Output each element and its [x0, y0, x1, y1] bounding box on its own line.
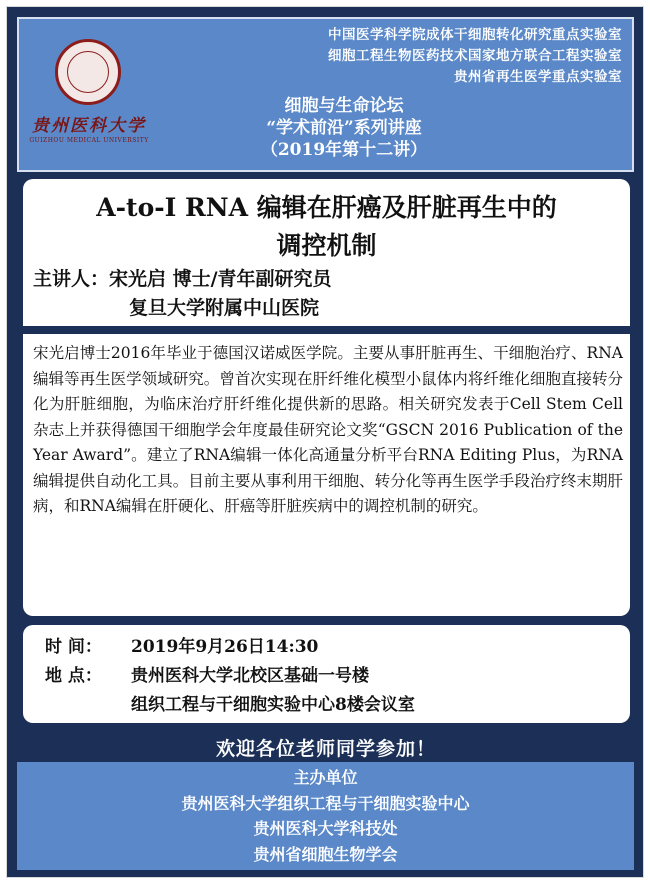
host-org: 贵州医科大学科技处: [253, 819, 398, 838]
forum-line: （2019年第十二讲）: [260, 140, 428, 160]
logo-name: 贵州医科大学: [32, 116, 146, 136]
title-line: 调控机制: [276, 231, 377, 260]
place-label: 地 点：: [45, 666, 102, 686]
seal-icon: [55, 39, 121, 105]
forum-line: “学术前沿”系列讲座: [266, 118, 422, 138]
host-org: 贵州省细胞生物学会: [253, 844, 398, 864]
lab-name: 细胞工程生物医药技术国家地方联合工程实验室: [328, 48, 622, 64]
speaker-info: [33, 265, 332, 323]
speaker-affiliation: 复旦大学附属中山医院: [129, 297, 320, 319]
host-org: 贵州医科大学组织工程与干细胞实验中心: [181, 793, 470, 813]
poster: [6, 6, 644, 878]
divider: [23, 326, 630, 334]
university-logo: [27, 39, 151, 167]
welcome-text: 欢迎各位老师同学参加！: [215, 738, 436, 760]
schedule-info: [45, 633, 415, 720]
time-row: [45, 633, 415, 662]
place-row-2: [45, 691, 415, 720]
header-panel: [17, 17, 634, 172]
host-panel: [17, 762, 634, 870]
time-label: 时 间：: [45, 637, 102, 657]
lab-name: 贵州省再生医学重点实验室: [454, 69, 622, 85]
place-value: 贵州医科大学北校区基础一号楼: [131, 666, 369, 686]
logo-english-name: GUIZHOU MEDICAL UNIVERSITY: [29, 137, 149, 144]
place-value: 组织工程与干细胞实验中心8楼会议室: [131, 695, 415, 715]
time-value: 2019年9月26日14:30: [131, 637, 319, 657]
host-heading: 主办单位: [293, 768, 358, 787]
spacer: [45, 691, 131, 720]
talk-title: [23, 189, 630, 265]
schedule-box: [23, 625, 630, 723]
forum-title: [219, 95, 469, 161]
lab-name: 中国医学科学院成体干细胞转化研究重点实验室: [328, 27, 622, 43]
talk-box: [23, 179, 630, 616]
speaker-bio: 宋光启博士2016年毕业于德国汉诺威医学院。主要从事肝脏再生、干细胞治疗、RNA编辑等再生医学领域研究。曾首次实现在肝纤维化模型小鼠体内将纤维化细胞直接转分化为肝脏细胞，为临床治疗肝纤维化提供新的思路。相关研究发表于Cell Stem Cell杂志上并获得德国干细胞学会年度最佳研究论文奖“GSCN 2016 Publication of the Year Award”。建立了RNA编辑一体化高通量分析平台RNA Editing Plus，为RNA编辑提供自动化工具。目前主要从事利用干细胞、转分化等再生医学手段治疗终末期肝病，和RNA编辑在肝硬化、肝癌等肝脏疾病中的调控机制的研究。: [33, 344, 623, 515]
speaker-name: 主讲人：宋光启 博士/青年副研究员: [33, 268, 332, 290]
place-row: [45, 662, 415, 691]
title-line: A-to-I RNA 编辑在肝癌及肝脏再生中的: [96, 193, 557, 222]
lab-list: [328, 25, 622, 88]
forum-line: 细胞与生命论坛: [284, 96, 404, 116]
